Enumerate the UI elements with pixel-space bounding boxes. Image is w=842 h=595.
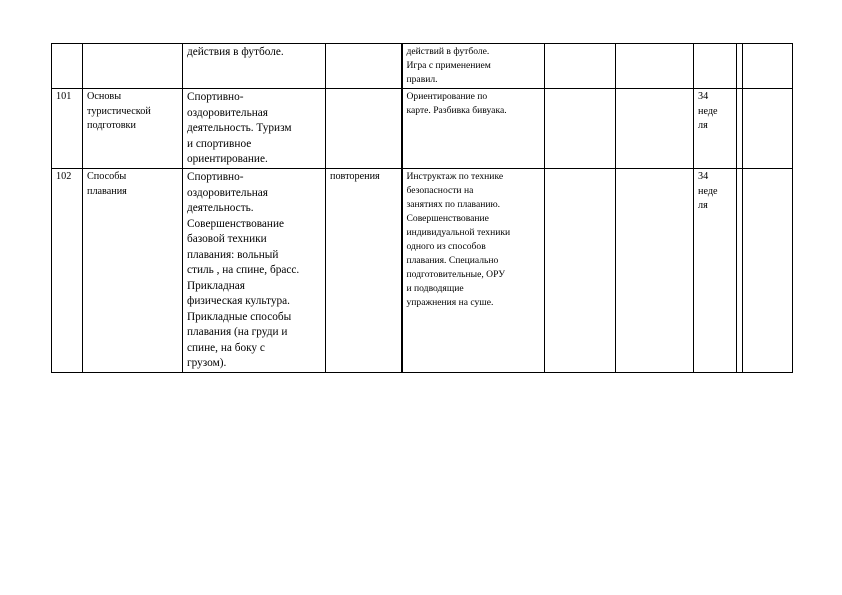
empty-cell: [545, 89, 616, 169]
content-cell: Спортивно- оздоровительная деятельность. Совершенствование базовой техники плавания: вольный стиль , на спине, брасс. Прикладная физическая культура. Прикладные способы плавания (на груди и спине, на боку с грузом).: [183, 169, 326, 373]
table-row: [52, 89, 793, 169]
lesson-type-cell: повторения: [326, 169, 402, 373]
empty-cell: [616, 44, 694, 89]
activities-cell: Ориентирование по карте. Разбивка бивуака.: [402, 89, 545, 169]
empty-cell: [545, 169, 616, 373]
lesson-number-cell: 101: [52, 89, 83, 169]
lesson-type-cell: [326, 89, 402, 169]
content-cell: действия в футболе.: [183, 44, 326, 89]
hours-cell: 34 неде ля: [694, 169, 737, 373]
empty-cell: [743, 169, 793, 373]
hours-cell: [694, 44, 737, 89]
empty-cell: [743, 44, 793, 89]
lesson-type-cell: [326, 44, 402, 89]
lesson-number-cell: 102: [52, 169, 83, 373]
lesson-number-cell: [52, 44, 83, 89]
content-cell: Спортивно- оздоровительная деятельность. Туризм и спортивное ориентирование.: [183, 89, 326, 169]
hours-cell: 34 неде ля: [694, 89, 737, 169]
empty-cell: [545, 44, 616, 89]
activities-cell: действий в футболе. Игра с применением правил.: [402, 44, 545, 89]
topic-cell: Способы плавания: [83, 169, 183, 373]
table-row: [52, 44, 793, 89]
empty-cell: [616, 169, 694, 373]
empty-cell: [616, 89, 694, 169]
table-row: [52, 169, 793, 373]
lesson-plan-table: [51, 43, 793, 373]
empty-cell: [743, 89, 793, 169]
activities-cell: Инструктаж по технике безопасности на занятиях по плаванию. Совершенствование индивидуальной техники одного из способов плавания. Специально подготовительные, ОРУ и подводящие упражнения на суше.: [402, 169, 545, 373]
topic-cell: [83, 44, 183, 89]
topic-cell: Основы туристической подготовки: [83, 89, 183, 169]
